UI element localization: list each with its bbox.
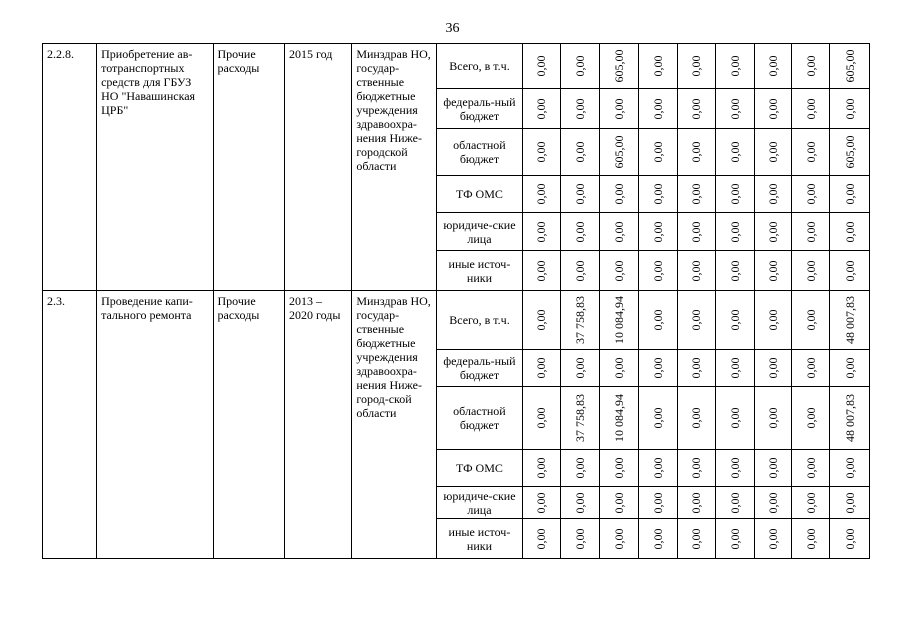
amount-value: 0,00	[765, 98, 780, 119]
amount-value: 0,00	[689, 407, 704, 429]
executor-cell: Минздрав НО, государ-ственные бюджетные учреждения здравоохра-нения Ниже-городской области	[352, 44, 437, 291]
amount-value: 0,00	[842, 357, 857, 379]
amount-value: 0,00	[689, 457, 704, 479]
amount-cell	[639, 519, 678, 559]
amount-value: 0,00	[651, 407, 666, 429]
amount-cell	[560, 129, 600, 176]
amount-value: 0,00	[689, 141, 704, 163]
amount-value: 0,00	[842, 98, 857, 119]
amount-cell	[754, 450, 792, 487]
amount-value: 0,00	[651, 309, 666, 331]
amount-cell	[600, 176, 639, 213]
amount-value: 0,00	[689, 309, 704, 331]
amount-value: 0,00	[727, 407, 742, 429]
amount-value: 0,00	[765, 55, 780, 77]
amount-value: 0,00	[689, 183, 704, 205]
funding-source-label: иные источ-ники	[437, 251, 523, 291]
amount-value: 10 084,94	[612, 296, 627, 344]
amount-value: 0,00	[651, 457, 666, 479]
amount-value: 0,00	[651, 528, 666, 549]
amount-value: 0,00	[612, 260, 627, 281]
amount-value: 0,00	[534, 528, 549, 549]
amount-value: 37 758,83	[573, 394, 587, 442]
funding-source-label: областной бюджет	[437, 387, 523, 450]
amount-value: 0,00	[727, 528, 742, 549]
amount-value: 0,00	[534, 309, 549, 331]
amount-cell	[715, 89, 754, 129]
amount-cell	[560, 487, 600, 519]
amount-cell	[715, 251, 754, 291]
amount-cell	[522, 450, 560, 487]
amount-cell	[600, 450, 639, 487]
amount-value: 0,00	[765, 309, 780, 331]
amount-value: 0,00	[534, 141, 549, 163]
amount-value: 605,00	[612, 135, 627, 169]
amount-cell	[639, 450, 678, 487]
amount-value: 0,00	[573, 528, 587, 549]
amount-cell	[522, 487, 560, 519]
amount-cell	[560, 519, 600, 559]
amount-cell	[715, 291, 754, 350]
amount-value: 0,00	[612, 457, 627, 479]
amount-value: 0,00	[727, 55, 742, 77]
amount-cell	[560, 291, 600, 350]
amount-value: 0,00	[612, 221, 627, 242]
table-row	[43, 44, 870, 89]
amount-value: 0,00	[534, 183, 549, 205]
amount-cell	[522, 519, 560, 559]
amount-value: 0,00	[612, 357, 627, 379]
amount-cell	[792, 487, 830, 519]
amount-value: 0,00	[765, 260, 780, 281]
amount-cell	[522, 251, 560, 291]
amount-value: 0,00	[612, 98, 627, 119]
amount-cell	[678, 89, 716, 129]
amount-value: 0,00	[689, 98, 704, 119]
amount-cell	[560, 44, 600, 89]
amount-value: 0,00	[727, 357, 742, 379]
amount-value: 0,00	[689, 357, 704, 379]
amount-cell	[715, 487, 754, 519]
amount-cell	[600, 519, 639, 559]
amount-value: 10 084,94	[612, 394, 627, 442]
amount-value: 0,00	[651, 183, 666, 205]
amount-cell	[792, 89, 830, 129]
amount-cell	[715, 176, 754, 213]
amount-cell	[639, 291, 678, 350]
amount-cell	[715, 450, 754, 487]
amount-cell	[600, 350, 639, 387]
amount-value: 605,00	[842, 49, 857, 83]
amount-value: 0,00	[727, 457, 742, 479]
amount-cell	[522, 387, 560, 450]
amount-cell	[678, 387, 716, 450]
amount-value: 0,00	[765, 141, 780, 163]
amount-cell	[830, 251, 870, 291]
amount-value: 48 007,83	[842, 296, 857, 344]
amount-value: 0,00	[534, 492, 549, 513]
amount-value: 0,00	[573, 357, 587, 379]
amount-value: 0,00	[573, 221, 587, 242]
amount-value: 0,00	[727, 183, 742, 205]
funding-source-label: ТФ ОМС	[437, 176, 523, 213]
table-row	[43, 291, 870, 350]
amount-cell	[792, 350, 830, 387]
amount-value: 0,00	[803, 407, 818, 429]
amount-cell	[600, 387, 639, 450]
funding-source-label: областной бюджет	[437, 129, 523, 176]
amount-cell	[754, 176, 792, 213]
amount-cell	[678, 519, 716, 559]
amount-cell	[715, 213, 754, 251]
amount-cell	[678, 450, 716, 487]
amount-cell	[754, 89, 792, 129]
amount-value: 0,00	[534, 55, 549, 77]
amount-value: 0,00	[651, 492, 666, 513]
amount-cell	[830, 450, 870, 487]
amount-cell	[522, 213, 560, 251]
expense-type-cell: Прочие расходы	[213, 291, 284, 559]
expense-type-cell: Прочие расходы	[213, 44, 284, 291]
amount-value: 0,00	[651, 260, 666, 281]
amount-value: 0,00	[534, 457, 549, 479]
funding-source-label: федераль-ный бюджет	[437, 89, 523, 129]
amount-value: 0,00	[651, 98, 666, 119]
funding-source-label: юридиче-ские лица	[437, 487, 523, 519]
amount-cell	[715, 129, 754, 176]
amount-value: 0,00	[803, 183, 818, 205]
amount-value: 0,00	[727, 260, 742, 281]
amount-cell	[560, 176, 600, 213]
amount-value: 0,00	[612, 183, 627, 205]
amount-cell	[639, 387, 678, 450]
amount-value: 0,00	[803, 457, 818, 479]
amount-cell	[600, 213, 639, 251]
amount-value: 0,00	[842, 260, 857, 281]
amount-value: 0,00	[803, 260, 818, 281]
amount-cell	[830, 387, 870, 450]
amount-value: 0,00	[689, 260, 704, 281]
amount-cell	[600, 487, 639, 519]
amount-value: 0,00	[765, 457, 780, 479]
amount-cell	[560, 89, 600, 129]
amount-cell	[792, 387, 830, 450]
funding-source-label: иные источ-ники	[437, 519, 523, 559]
amount-value: 0,00	[573, 492, 587, 513]
amount-cell	[600, 44, 639, 89]
amount-cell	[522, 291, 560, 350]
funding-source-label: Всего, в т.ч.	[437, 291, 523, 350]
amount-cell	[830, 44, 870, 89]
amount-cell	[639, 44, 678, 89]
amount-cell	[715, 350, 754, 387]
amount-cell	[830, 519, 870, 559]
amount-value: 0,00	[803, 357, 818, 379]
amount-value: 0,00	[651, 357, 666, 379]
amount-value: 0,00	[573, 260, 587, 281]
amount-cell	[522, 350, 560, 387]
budget-table	[42, 43, 870, 559]
amount-cell	[600, 89, 639, 129]
amount-value: 0,00	[612, 528, 627, 549]
item-number-cell: 2.3.	[43, 291, 97, 559]
amount-cell	[678, 44, 716, 89]
amount-cell	[754, 350, 792, 387]
amount-cell	[792, 44, 830, 89]
amount-cell	[754, 44, 792, 89]
amount-value: 0,00	[727, 141, 742, 163]
item-name-cell: Приобретение ав-тотранспортных средств для ГБУЗ НО "Навашинская ЦРБ"	[97, 44, 213, 291]
amount-cell	[522, 129, 560, 176]
amount-value: 0,00	[842, 457, 857, 479]
amount-value: 0,00	[727, 221, 742, 242]
amount-value: 0,00	[573, 98, 587, 119]
funding-source-label: ТФ ОМС	[437, 450, 523, 487]
amount-value: 0,00	[689, 492, 704, 513]
amount-value: 0,00	[842, 183, 857, 205]
amount-value: 0,00	[534, 260, 549, 281]
amount-cell	[830, 291, 870, 350]
amount-cell	[678, 129, 716, 176]
amount-value: 0,00	[573, 457, 587, 479]
amount-cell	[754, 387, 792, 450]
funding-source-label: федераль-ный бюджет	[437, 350, 523, 387]
amount-cell	[792, 251, 830, 291]
amount-cell	[792, 519, 830, 559]
amount-cell	[754, 129, 792, 176]
amount-cell	[754, 487, 792, 519]
amount-cell	[560, 350, 600, 387]
amount-cell	[639, 487, 678, 519]
amount-cell	[792, 176, 830, 213]
amount-value: 0,00	[689, 55, 704, 77]
amount-cell	[639, 350, 678, 387]
amount-value: 0,00	[651, 141, 666, 163]
amount-value: 0,00	[803, 492, 818, 513]
amount-value: 0,00	[534, 221, 549, 242]
amount-value: 0,00	[534, 407, 549, 429]
amount-value: 0,00	[842, 221, 857, 242]
amount-value: 0,00	[534, 357, 549, 379]
funding-source-label: Всего, в т.ч.	[437, 44, 523, 89]
amount-value: 0,00	[612, 492, 627, 513]
amount-cell	[830, 129, 870, 176]
amount-cell	[715, 44, 754, 89]
amount-cell	[830, 213, 870, 251]
amount-value: 0,00	[651, 221, 666, 242]
executor-cell: Минздрав НО, государ-ственные бюджетные учреждения здравоохра-нения Ниже-город-ской области	[352, 291, 437, 559]
amount-cell	[830, 89, 870, 129]
amount-cell	[678, 291, 716, 350]
amount-cell	[560, 251, 600, 291]
period-cell: 2013 – 2020 годы	[284, 291, 351, 559]
page-number: 36	[445, 21, 460, 36]
amount-value: 0,00	[689, 528, 704, 549]
amount-value: 0,00	[651, 55, 666, 77]
amount-cell	[678, 487, 716, 519]
amount-cell	[715, 519, 754, 559]
amount-value: 0,00	[842, 528, 857, 549]
amount-cell	[560, 450, 600, 487]
amount-cell	[754, 291, 792, 350]
amount-cell	[830, 176, 870, 213]
amount-value: 48 007,83	[842, 394, 857, 442]
amount-value: 605,00	[612, 49, 627, 83]
amount-value: 0,00	[727, 492, 742, 513]
amount-cell	[600, 129, 639, 176]
amount-cell	[522, 89, 560, 129]
amount-cell	[560, 213, 600, 251]
amount-value: 0,00	[803, 528, 818, 549]
amount-cell	[754, 251, 792, 291]
amount-cell	[678, 176, 716, 213]
amount-value: 0,00	[727, 309, 742, 331]
amount-value: 0,00	[727, 98, 742, 119]
amount-cell	[639, 176, 678, 213]
funding-source-label: юридиче-ские лица	[437, 213, 523, 251]
item-number-cell: 2.2.8.	[43, 44, 97, 291]
amount-cell	[754, 213, 792, 251]
amount-cell	[678, 251, 716, 291]
amount-cell	[639, 129, 678, 176]
amount-cell	[792, 291, 830, 350]
amount-cell	[522, 176, 560, 213]
amount-value: 0,00	[765, 221, 780, 242]
amount-value: 0,00	[803, 221, 818, 242]
amount-value: 0,00	[803, 55, 818, 77]
amount-value: 0,00	[765, 183, 780, 205]
amount-cell	[678, 350, 716, 387]
amount-cell	[792, 450, 830, 487]
amount-cell	[639, 251, 678, 291]
amount-value: 0,00	[765, 492, 780, 513]
amount-cell	[830, 487, 870, 519]
amount-value: 0,00	[573, 183, 587, 205]
amount-cell	[600, 291, 639, 350]
amount-cell	[754, 519, 792, 559]
amount-value: 0,00	[803, 141, 818, 163]
amount-cell	[792, 213, 830, 251]
amount-value: 0,00	[573, 141, 587, 163]
period-cell: 2015 год	[284, 44, 351, 291]
amount-value: 0,00	[765, 407, 780, 429]
amount-cell	[639, 213, 678, 251]
amount-cell	[792, 129, 830, 176]
amount-value: 0,00	[803, 309, 818, 331]
amount-value: 0,00	[534, 98, 549, 119]
amount-value: 0,00	[765, 357, 780, 379]
amount-value: 0,00	[573, 55, 587, 77]
amount-cell	[600, 251, 639, 291]
amount-value: 0,00	[803, 98, 818, 119]
amount-value: 605,00	[842, 135, 857, 169]
amount-cell	[678, 213, 716, 251]
amount-cell	[639, 89, 678, 129]
amount-cell	[522, 44, 560, 89]
amount-value: 0,00	[689, 221, 704, 242]
amount-cell	[715, 387, 754, 450]
amount-value: 0,00	[842, 492, 857, 513]
amount-cell	[830, 350, 870, 387]
item-name-cell: Проведение капи-тального ремонта	[97, 291, 213, 559]
amount-value: 0,00	[765, 528, 780, 549]
amount-cell	[560, 387, 600, 450]
amount-value: 37 758,83	[573, 296, 587, 344]
